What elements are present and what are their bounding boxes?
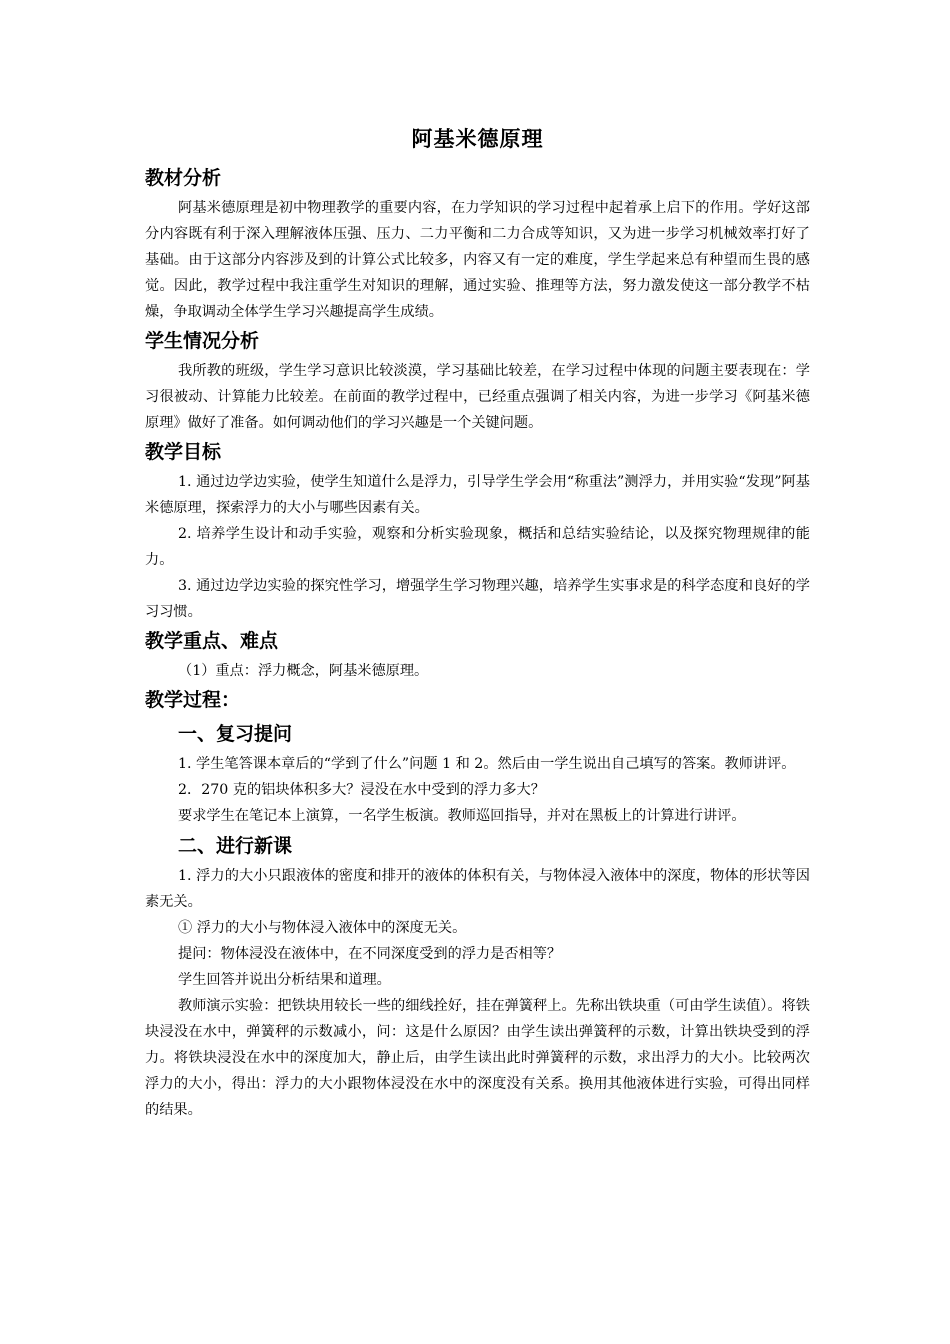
- section-heading-textbook-analysis: 教材分析: [145, 167, 222, 189]
- section-heading-teaching-process: 教学过程：: [145, 689, 241, 711]
- paragraph: 2．270 克的铝块体积多大？浸没在水中受到的浮力多大？: [178, 782, 545, 798]
- paragraph: 我所教的班级，学生学习意识比较淡漠，学习基础比较差，在学习过程中体现的问题主要表现在：学习很被动、计算能力比较差。在前面的教学过程中，已经重点强调了相关内容，为进一步学习《阿基米德原理》做好了准备。如何调动他们的学习兴趣是一个关键问题。: [145, 363, 810, 431]
- paragraph: ① 浮力的大小与物体浸入液体中的深度无关。: [178, 920, 467, 936]
- paragraph: 学生回答并说出分析结果和道理。: [178, 972, 391, 988]
- document-page: [145, 118, 810, 1123]
- section-heading-student-analysis: 学生情况分析: [145, 330, 260, 352]
- subsection-heading-new-lesson: 二、进行新课: [178, 835, 293, 857]
- subsection-heading-review: 一、复习提问: [178, 723, 293, 745]
- paragraph: 3. 通过边学边实验的探究性学习，增强学生学习物理兴趣，培养学生实事求是的科学态度和良好的学习习惯。: [145, 578, 810, 620]
- paragraph: 要求学生在笔记本上演算，一名学生板演。教师巡回指导，并对在黑板上的计算进行讲评。: [178, 808, 746, 824]
- paragraph: 教师演示实验：把铁块用较长一些的细线拴好，挂在弹簧秤上。先称出铁块重（可由学生读值）。将铁块浸没在水中，弹簧秤的示数减小，问：这是什么原因？由学生读出弹簧秤的示数，计算出铁块受到的浮力。将铁块浸没在水中的深度加大，静止后，由学生读出此时弹簧秤的示数，求出浮力的大小。比较两次浮力的大小，得出：浮力的大小跟物体浸没在水中的深度没有关系。换用其他液体进行实验，可得出同样的结果。: [145, 998, 810, 1118]
- section-heading-teaching-goals: 教学目标: [145, 441, 222, 463]
- paragraph: 1. 学生笔答课本章后的“学到了什么”问题 1 和 2。然后由一学生说出自己填写的答案。教师讲评。: [178, 756, 796, 772]
- section-heading-key-points: 教学重点、难点: [145, 630, 279, 652]
- paragraph: 提问：物体浸没在液体中，在不同深度受到的浮力是否相等？: [178, 946, 562, 962]
- document-title: 阿基米德原理: [411, 127, 544, 151]
- paragraph: 1. 通过边学边实验，使学生知道什么是浮力，引导学生学会用“称重法”测浮力，并用实验“发现”阿基米德原理，探索浮力的大小与哪些因素有关。: [145, 474, 810, 516]
- paragraph: 1. 浮力的大小只跟液体的密度和排开的液体的体积有关，与物体浸入液体中的深度，物体的形状等因素无关。: [145, 868, 810, 910]
- paragraph: 阿基米德原理是初中物理教学的重要内容，在力学知识的学习过程中起着承上启下的作用。学好这部分内容既有利于深入理解液体压强、压力、二力平衡和二力合成等知识，又为进一步学习机械效率打好了基础。由于这部分内容涉及到的计算公式比较多，内容又有一定的难度，学生学起来总有种望而生畏的感觉。因此，教学过程中我注重学生对知识的理解，通过实验、推理等方法，努力激发使这一部分教学不枯燥，争取调动全体学生学习兴趣提高学生成绩。: [145, 200, 810, 320]
- paragraph: 2. 培养学生设计和动手实验，观察和分析实验现象，概括和总结实验结论，以及探究物理规律的能力。: [145, 526, 810, 568]
- paragraph: （1）重点：浮力概念，阿基米德原理。: [178, 663, 429, 679]
